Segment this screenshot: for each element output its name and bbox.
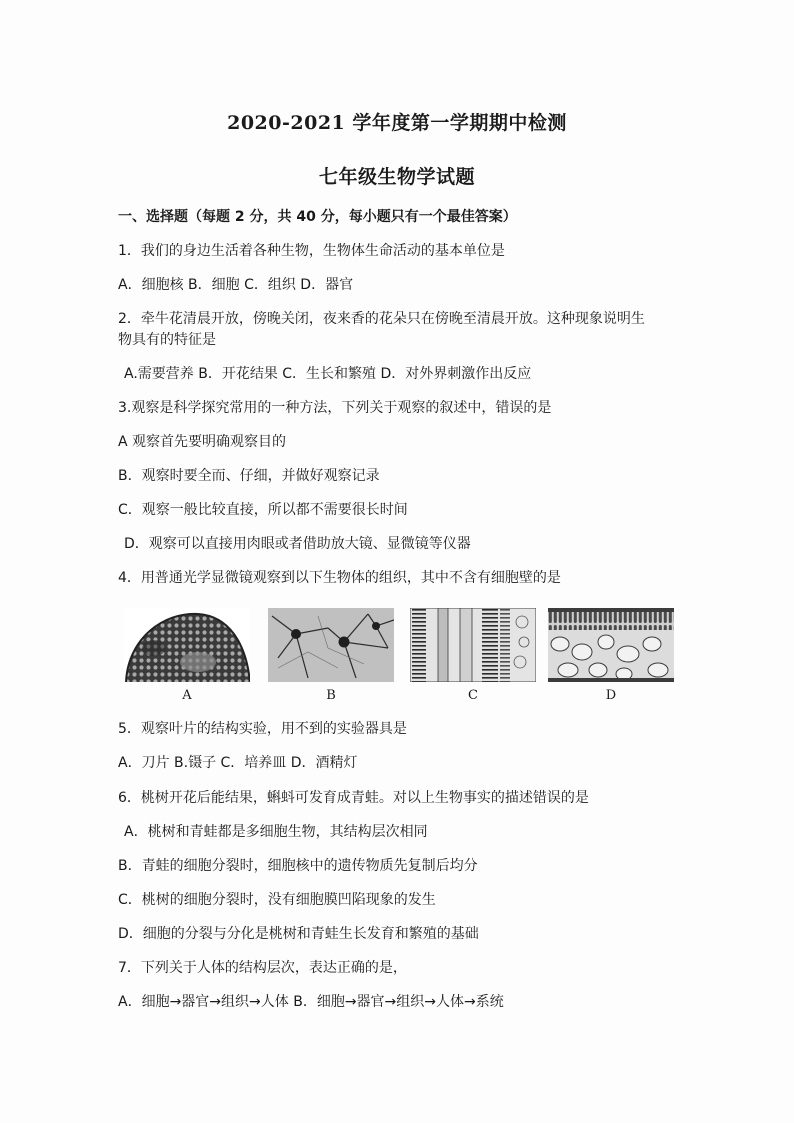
question-2-options: A.需要营养 B．开花结果 C．生长和繁殖 D．对外界刺激作出反应 [124,366,532,382]
question-6-option-a: A．桃树和青蛙都是多细胞生物，其结构层次相同 [124,824,428,840]
question-6-stem: 6．桃树开花后能结果，蝌蚪可发育成青蛙。对以上生物事实的描述错误的是 [118,790,589,806]
exam-title: 2020-2021 学年度第一学期期中检测 [227,112,567,134]
section-heading: 一、选择题（每题 2 分，共 40 分，每小题只有一个最佳答案） [118,209,517,225]
figure-d-image [548,608,674,682]
figure-c-image [410,608,536,682]
figure-b-image [268,608,394,682]
question-5-options: A．刀片 B.镊子 C．培养皿 D．酒精灯 [118,755,358,771]
exam-subtitle: 七年级生物学试题 [318,166,475,188]
question-3-option-d: D．观察可以直接用肉眼或者借助放大镜、显微镜等仪器 [124,536,471,552]
question-6-option-b: B．青蛙的细胞分裂时，细胞核中的遗传物质先复制后均分 [118,858,478,874]
question-1-stem: 1．我们的身边生活着各种生物，生物体生命活动的基本单位是 [118,243,505,259]
question-3-option-a: A 观察首先要明确观察目的 [118,434,287,450]
question-2-stem-line1: 2．牵牛花清晨开放，傍晚关闭，夜来香的花朵只在傍晚至清晨开放。这种现象说明生 [118,311,645,327]
question-2-stem-line2: 物具有的特征是 [118,332,216,348]
figure-c-label: C [468,688,478,703]
question-3-option-b: B．观察时要全而、仔细，并做好观察记录 [118,468,380,484]
figure-a-image [124,608,250,682]
question-4-figures [124,608,676,708]
question-3-stem: 3.观察是科学探究常用的一种方法，下列关于观察的叙述中，错误的是 [118,400,552,416]
figure-b-label: B [326,688,336,703]
question-3-option-c: C．观察一般比较直接，所以都不需要很长时间 [118,502,408,518]
question-5-stem: 5．观察叶片的结构实验，用不到的实验器具是 [118,721,407,737]
question-1-options: A．细胞核 B．细胞 C．组织 D．器官 [118,277,354,293]
question-6-option-d: D．细胞的分裂与分化是桃树和青蛙生长发育和繁殖的基础 [118,926,479,942]
question-4-stem: 4．用普通光学显微镜观察到以下生物体的组织，其中不含有细胞壁的是 [118,570,561,586]
figure-a-label: A [182,688,192,703]
figure-d-label: D [605,688,617,703]
question-7-options: A．细胞→器官→组织→人体 B．细胞→器官→组织→人体→系统 [118,994,504,1010]
question-7-stem: 7．下列关于人体的结构层次，表达正确的是， [118,960,407,976]
question-6-option-c: C．桃树的细胞分裂时，没有细胞膜凹陷现象的发生 [118,892,436,908]
